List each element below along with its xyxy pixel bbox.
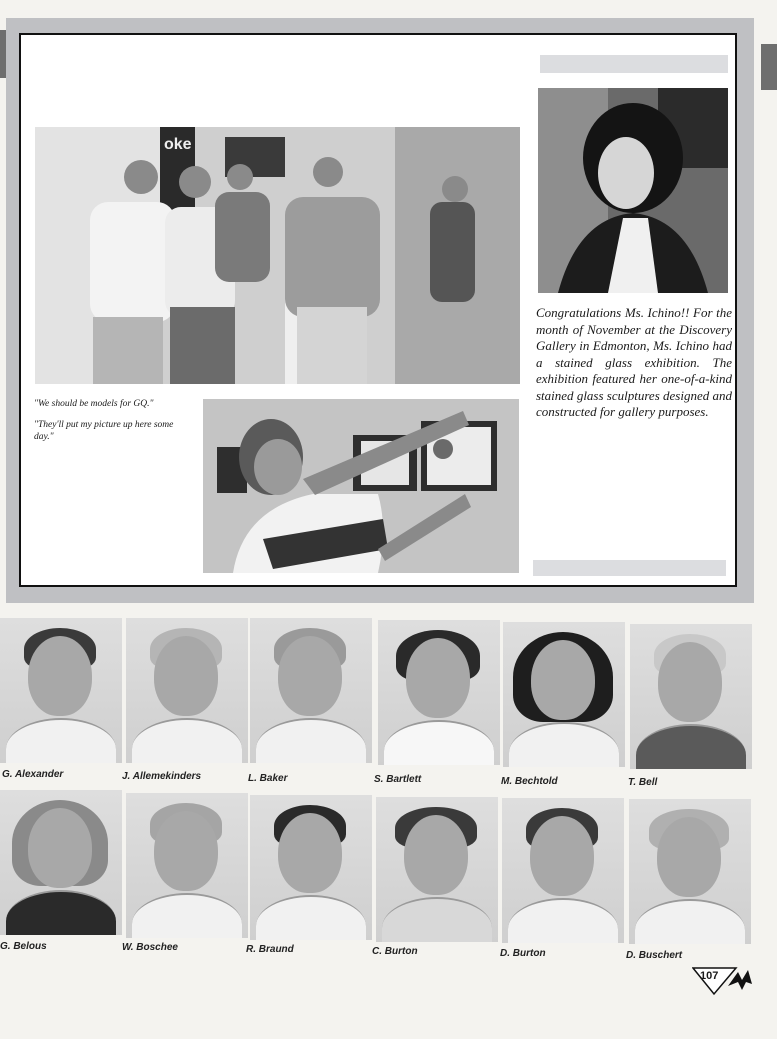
portrait-s-bartlett: [378, 620, 500, 765]
quote-caption-2: "They'll put my picture up here some day.": [34, 420, 174, 442]
name-r-braund: R. Braund: [246, 944, 294, 955]
name-t-bell: T. Bell: [628, 777, 658, 788]
name-w-boschee: W. Boschee: [122, 942, 178, 953]
portrait-t-bell: [630, 624, 752, 769]
bottom-shade-bar: [533, 560, 726, 576]
name-c-burton: C. Burton: [372, 946, 418, 957]
portrait-r-braund: [250, 795, 372, 940]
name-d-buschert: D. Buschert: [626, 950, 683, 961]
portrait-d-burton: [502, 798, 624, 943]
ichino-photo: [538, 88, 728, 293]
name-j-allemekinders: J. Allemekinders: [122, 771, 202, 782]
name-d-burton: D. Burton: [500, 948, 546, 959]
group-photo: [35, 127, 520, 384]
portrait-j-allemekinders: [126, 618, 248, 763]
portrait-m-bechtold: [503, 622, 625, 767]
name-g-belous: G. Belous: [0, 941, 47, 952]
congratulations-caption: Congratulations Ms. Ichino!! For the month of November at the Discovery Gallery in Edmonton, Ms. Ichino had a stained glass exhibition. The exhibition featured her one-of-a-kind stained glass sculptures designed and constructed for gallery purposes.: [536, 305, 732, 419]
quote-caption-1: "We should be models for GQ.": [34, 399, 154, 409]
coke-sign-text: oke: [164, 136, 192, 153]
name-g-alexander: G. Alexander: [2, 769, 64, 780]
group-photo-figures: [35, 127, 520, 384]
name-l-baker: L. Baker: [248, 773, 288, 784]
name-s-bartlett: S. Bartlett: [374, 774, 422, 785]
portrait-c-burton: [376, 797, 498, 942]
portrait-g-belous: [0, 790, 122, 935]
right-edge-tab: [761, 44, 777, 90]
portrait-g-alexander: [0, 618, 122, 763]
hanging-picture-figure: [203, 399, 519, 573]
name-m-bechtold: M. Bechtold: [501, 776, 558, 787]
ichino-photo-figure: [538, 88, 728, 293]
top-shade-bar: [540, 55, 728, 73]
portrait-w-boschee: [126, 793, 248, 938]
portrait-d-buschert: [629, 799, 751, 944]
portrait-l-baker: [250, 618, 372, 763]
hanging-picture-photo: [203, 399, 519, 573]
page-number: 107: [700, 970, 719, 982]
page-number-badge: [692, 966, 756, 996]
